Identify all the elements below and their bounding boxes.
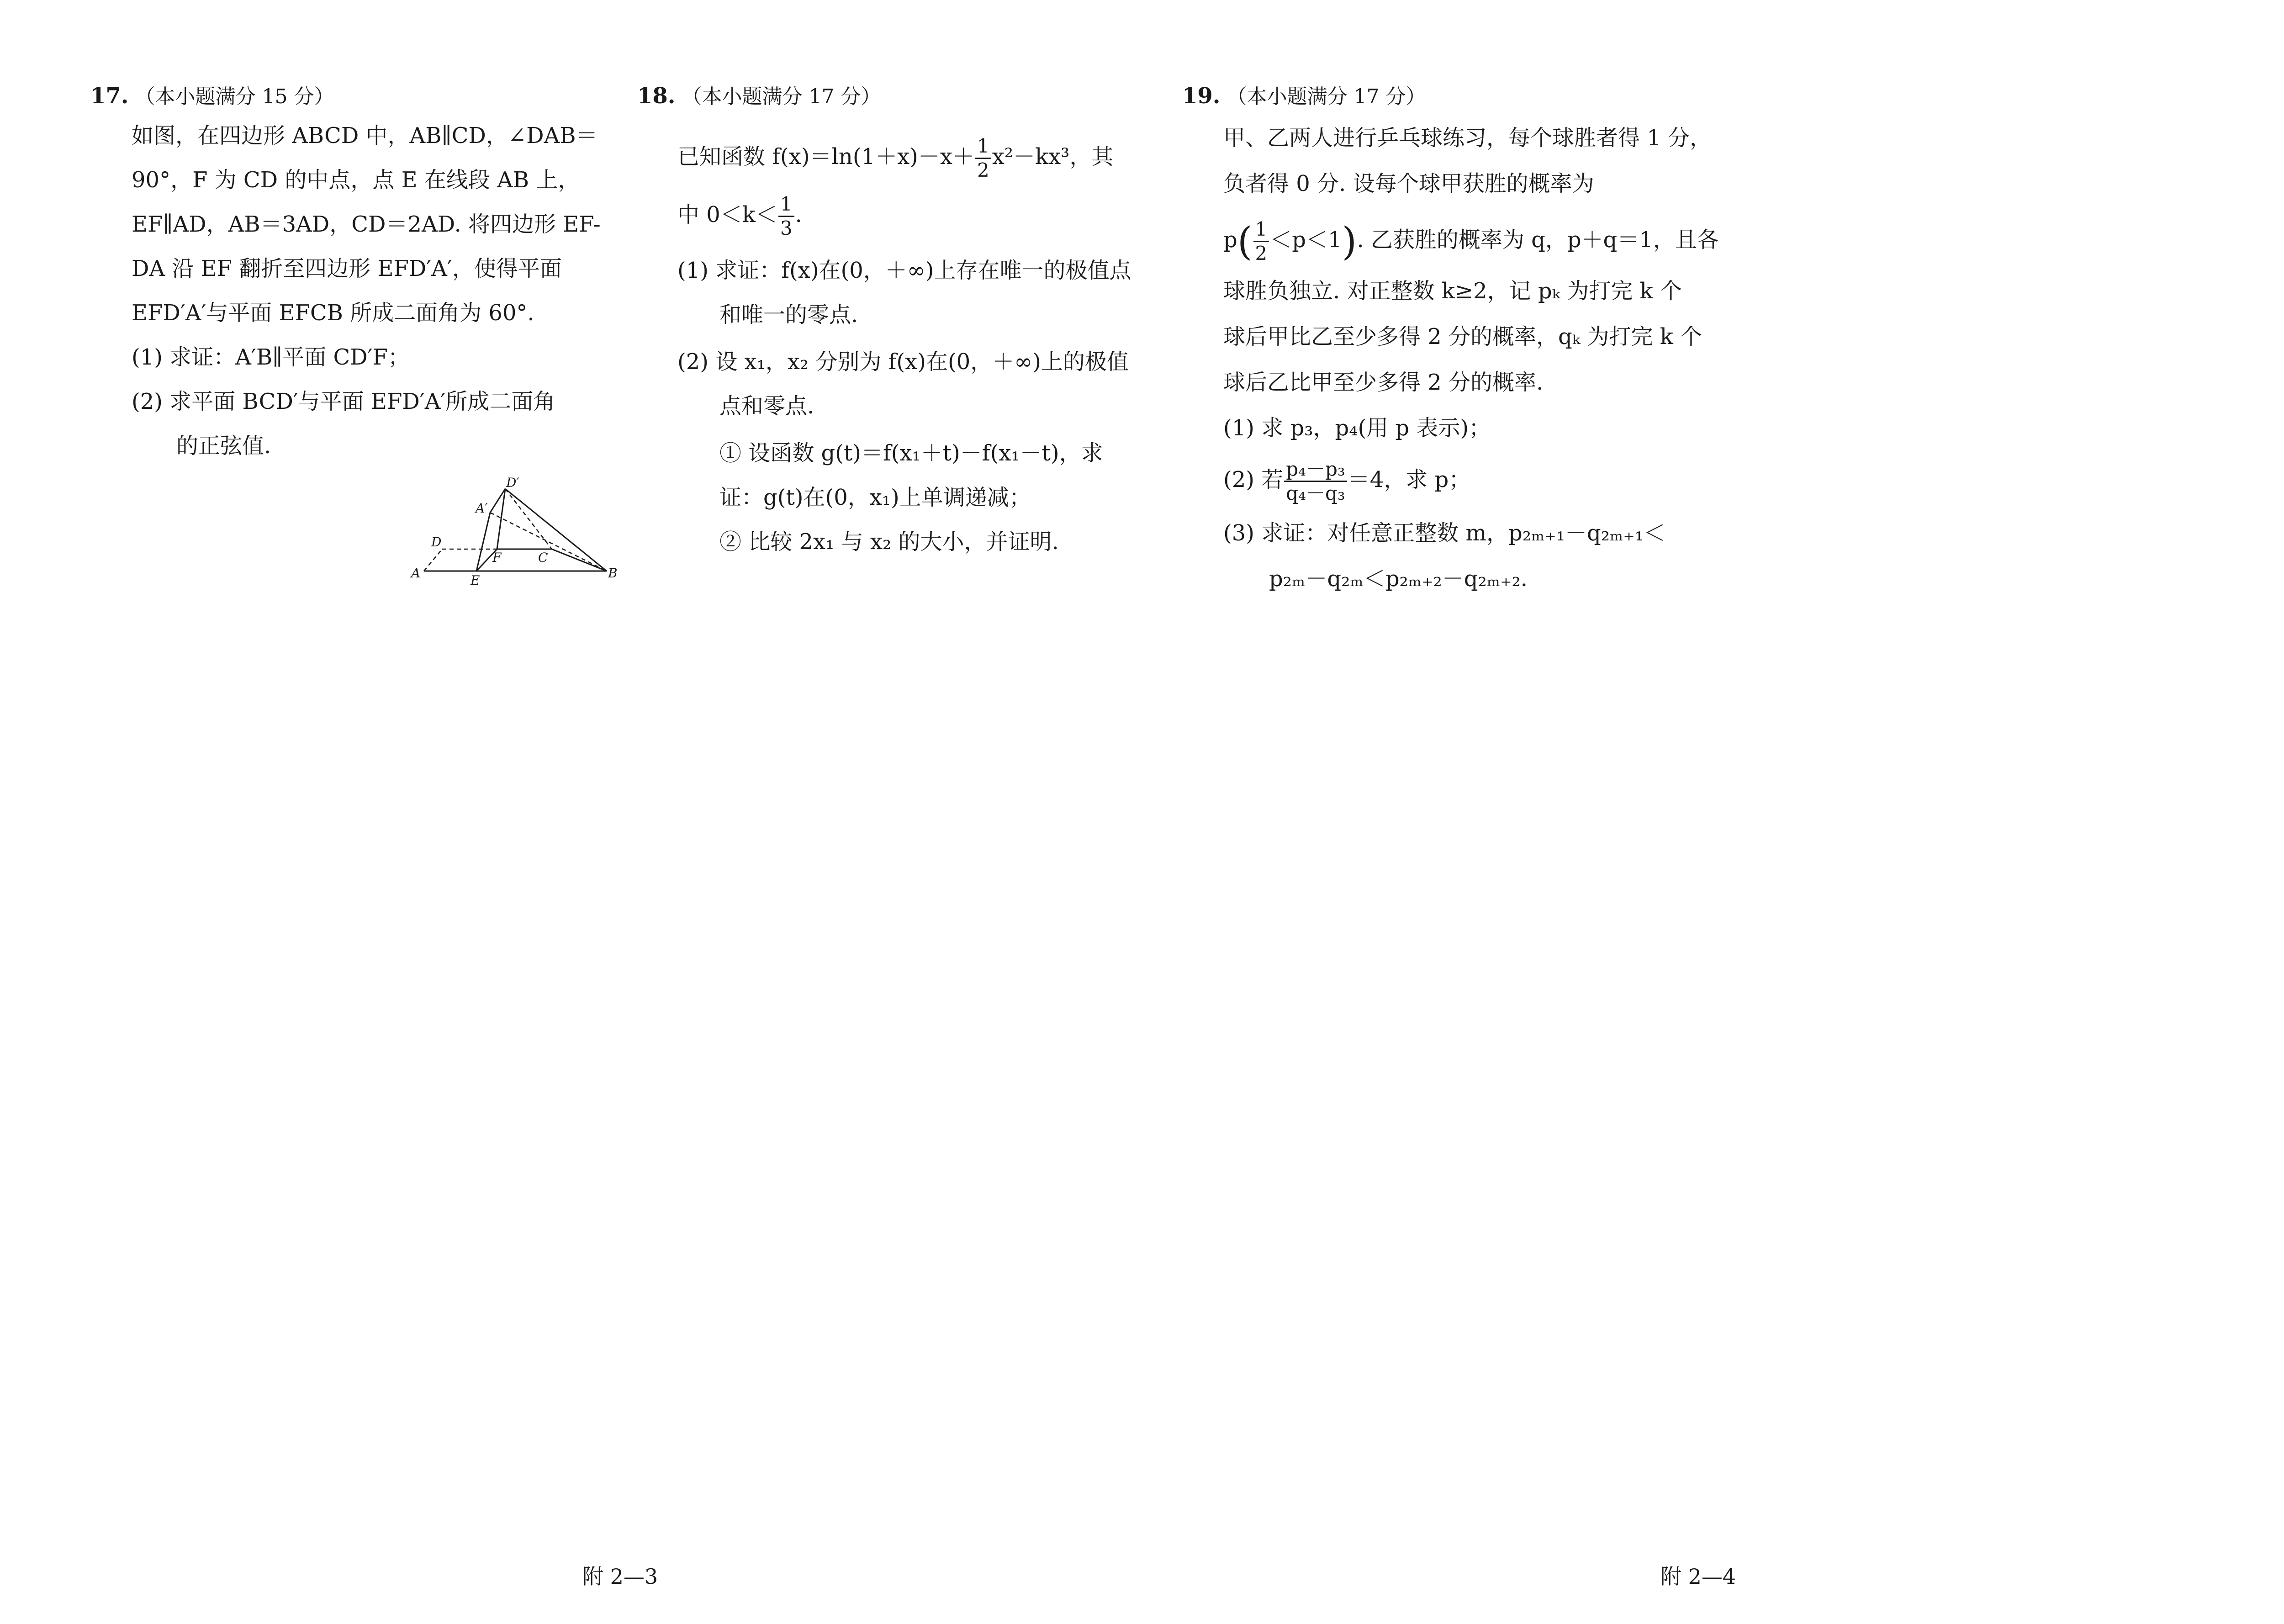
page-number-left: 附 2—3 <box>582 1564 658 1589</box>
sub-question-2-cont: 点和零点. <box>719 393 814 419</box>
sub-question-2 <box>1223 455 1470 505</box>
formula-text: ＝4，求 p； <box>1348 467 1471 492</box>
sub-question-2-cont: 的正弦值. <box>176 433 271 459</box>
question-header <box>637 78 1163 115</box>
question-number: 19. <box>1182 83 1221 109</box>
problem-text-line: 球后乙比甲至少多得 2 分的概率. <box>1223 370 1544 395</box>
fraction-numerator: 1 <box>778 195 794 217</box>
fraction <box>975 137 991 180</box>
fraction <box>1253 220 1269 263</box>
problem-text-line <box>677 190 802 240</box>
question-score: （本小题满分 17 分） <box>682 85 881 108</box>
fraction-denominator: 3 <box>780 217 793 239</box>
formula-text: (2) 若 <box>1223 467 1284 492</box>
question-score: （本小题满分 15 分） <box>135 85 334 108</box>
problem-text-line: 90°，F 为 CD 的中点，点 E 在线段 AB 上， <box>132 167 580 193</box>
sub-step-1-cont: 证：g(t)在(0，x₁)上单调递减； <box>719 485 1031 510</box>
fraction-numerator: p₄－p₃ <box>1284 460 1347 482</box>
vertex-label: F <box>492 550 502 565</box>
fraction-denominator: 2 <box>977 159 989 181</box>
vertex-label: D′ <box>506 475 519 490</box>
problem-text-line: 甲、乙两人进行乒乓球练习，每个球胜者得 1 分， <box>1223 125 1712 151</box>
question-header <box>90 78 611 115</box>
question-19 <box>1182 78 1719 592</box>
sub-question-2: (2) 设 x₁，x₂ 分别为 f(x)在(0，＋∞)上的极值 <box>677 349 1129 375</box>
problem-text-line: 球胜负独立. 对正整数 k≥2，记 pₖ 为打完 k 个 <box>1223 278 1682 304</box>
problem-text-line: DA 沿 EF 翻折至四边形 EFD′A′，使得平面 <box>132 256 562 281</box>
vertex-label: B <box>608 566 618 581</box>
formula-text: p <box>1223 227 1237 253</box>
sub-question-1: (1) 求证：f(x)在(0，＋∞)上存在唯一的极值点 <box>677 258 1131 283</box>
fraction <box>1284 460 1347 503</box>
question-score: （本小题满分 17 分） <box>1227 85 1426 108</box>
page-number-right: 附 2—4 <box>1660 1564 1736 1589</box>
fraction <box>778 195 794 238</box>
problem-text-line: EFD′A′与平面 EFCB 所成二面角为 60°. <box>132 300 534 326</box>
question-17 <box>90 78 618 588</box>
question-number: 17. <box>90 83 129 109</box>
formula-text: . 乙获胜的概率为 q，p＋q＝1，且各 <box>1357 227 1719 253</box>
sub-question-3-cont: p₂ₘ－q₂ₘ＜p₂ₘ₊₂－q₂ₘ₊₂. <box>1269 566 1528 592</box>
vertex-label: D <box>431 534 442 550</box>
formula-text: ＜p＜1 <box>1270 227 1342 253</box>
sub-question-2: (2) 求平面 BCD′与平面 EFD′A′所成二面角 <box>132 389 555 414</box>
question-header <box>1182 78 1708 115</box>
sub-step-2: ② 比较 2x₁ 与 x₂ 的大小，并证明. <box>719 529 1059 555</box>
problem-text-line: EF∥AD，AB＝3AD，CD＝2AD. 将四边形 EF- <box>132 212 601 237</box>
sub-question-1: (1) 求 p₃，p₄(用 p 表示)； <box>1223 415 1491 441</box>
formula-text: . <box>795 202 802 227</box>
sub-question-3: (3) 求证：对任意正整数 m，p₂ₘ₊₁－q₂ₘ₊₁＜ <box>1223 520 1665 546</box>
problem-text-line <box>677 132 1113 182</box>
problem-text-line: 负者得 0 分. 设每个球甲获胜的概率为 <box>1223 171 1594 196</box>
left-paren: ( <box>1237 219 1253 264</box>
geometry-figure <box>401 475 618 589</box>
problem-text-line: 球后甲比乙至少多得 2 分的概率，qₖ 为打完 k 个 <box>1223 324 1702 349</box>
fraction-numerator: 1 <box>975 137 991 159</box>
fraction-denominator: q₄－q₃ <box>1286 482 1345 504</box>
vertex-label: A <box>411 566 421 581</box>
right-paren: ) <box>1342 219 1357 264</box>
vertex-label: A′ <box>476 501 488 516</box>
vertex-label: C <box>538 550 548 565</box>
problem-text-line <box>1223 215 1719 265</box>
formula-text: x²－kx³，其 <box>992 144 1114 169</box>
question-18 <box>637 78 1163 555</box>
sub-step-1: ① 设函数 g(t)＝f(x₁＋t)－f(x₁－t)，求 <box>719 440 1103 466</box>
sub-question-1-cont: 和唯一的零点. <box>719 302 858 328</box>
vertex-label: E <box>471 573 480 588</box>
question-number: 18. <box>637 83 676 109</box>
problem-text-line: 如图，在四边形 ABCD 中，AB∥CD，∠DAB＝ <box>132 123 598 148</box>
fraction-denominator: 2 <box>1255 242 1268 264</box>
formula-text: 已知函数 f(x)＝ln(1＋x)－x＋ <box>677 144 974 169</box>
fraction-numerator: 1 <box>1253 220 1269 242</box>
formula-text: 中 0＜k＜ <box>677 202 777 227</box>
sub-question-1: (1) 求证：A′B∥平面 CD′F； <box>132 344 410 370</box>
